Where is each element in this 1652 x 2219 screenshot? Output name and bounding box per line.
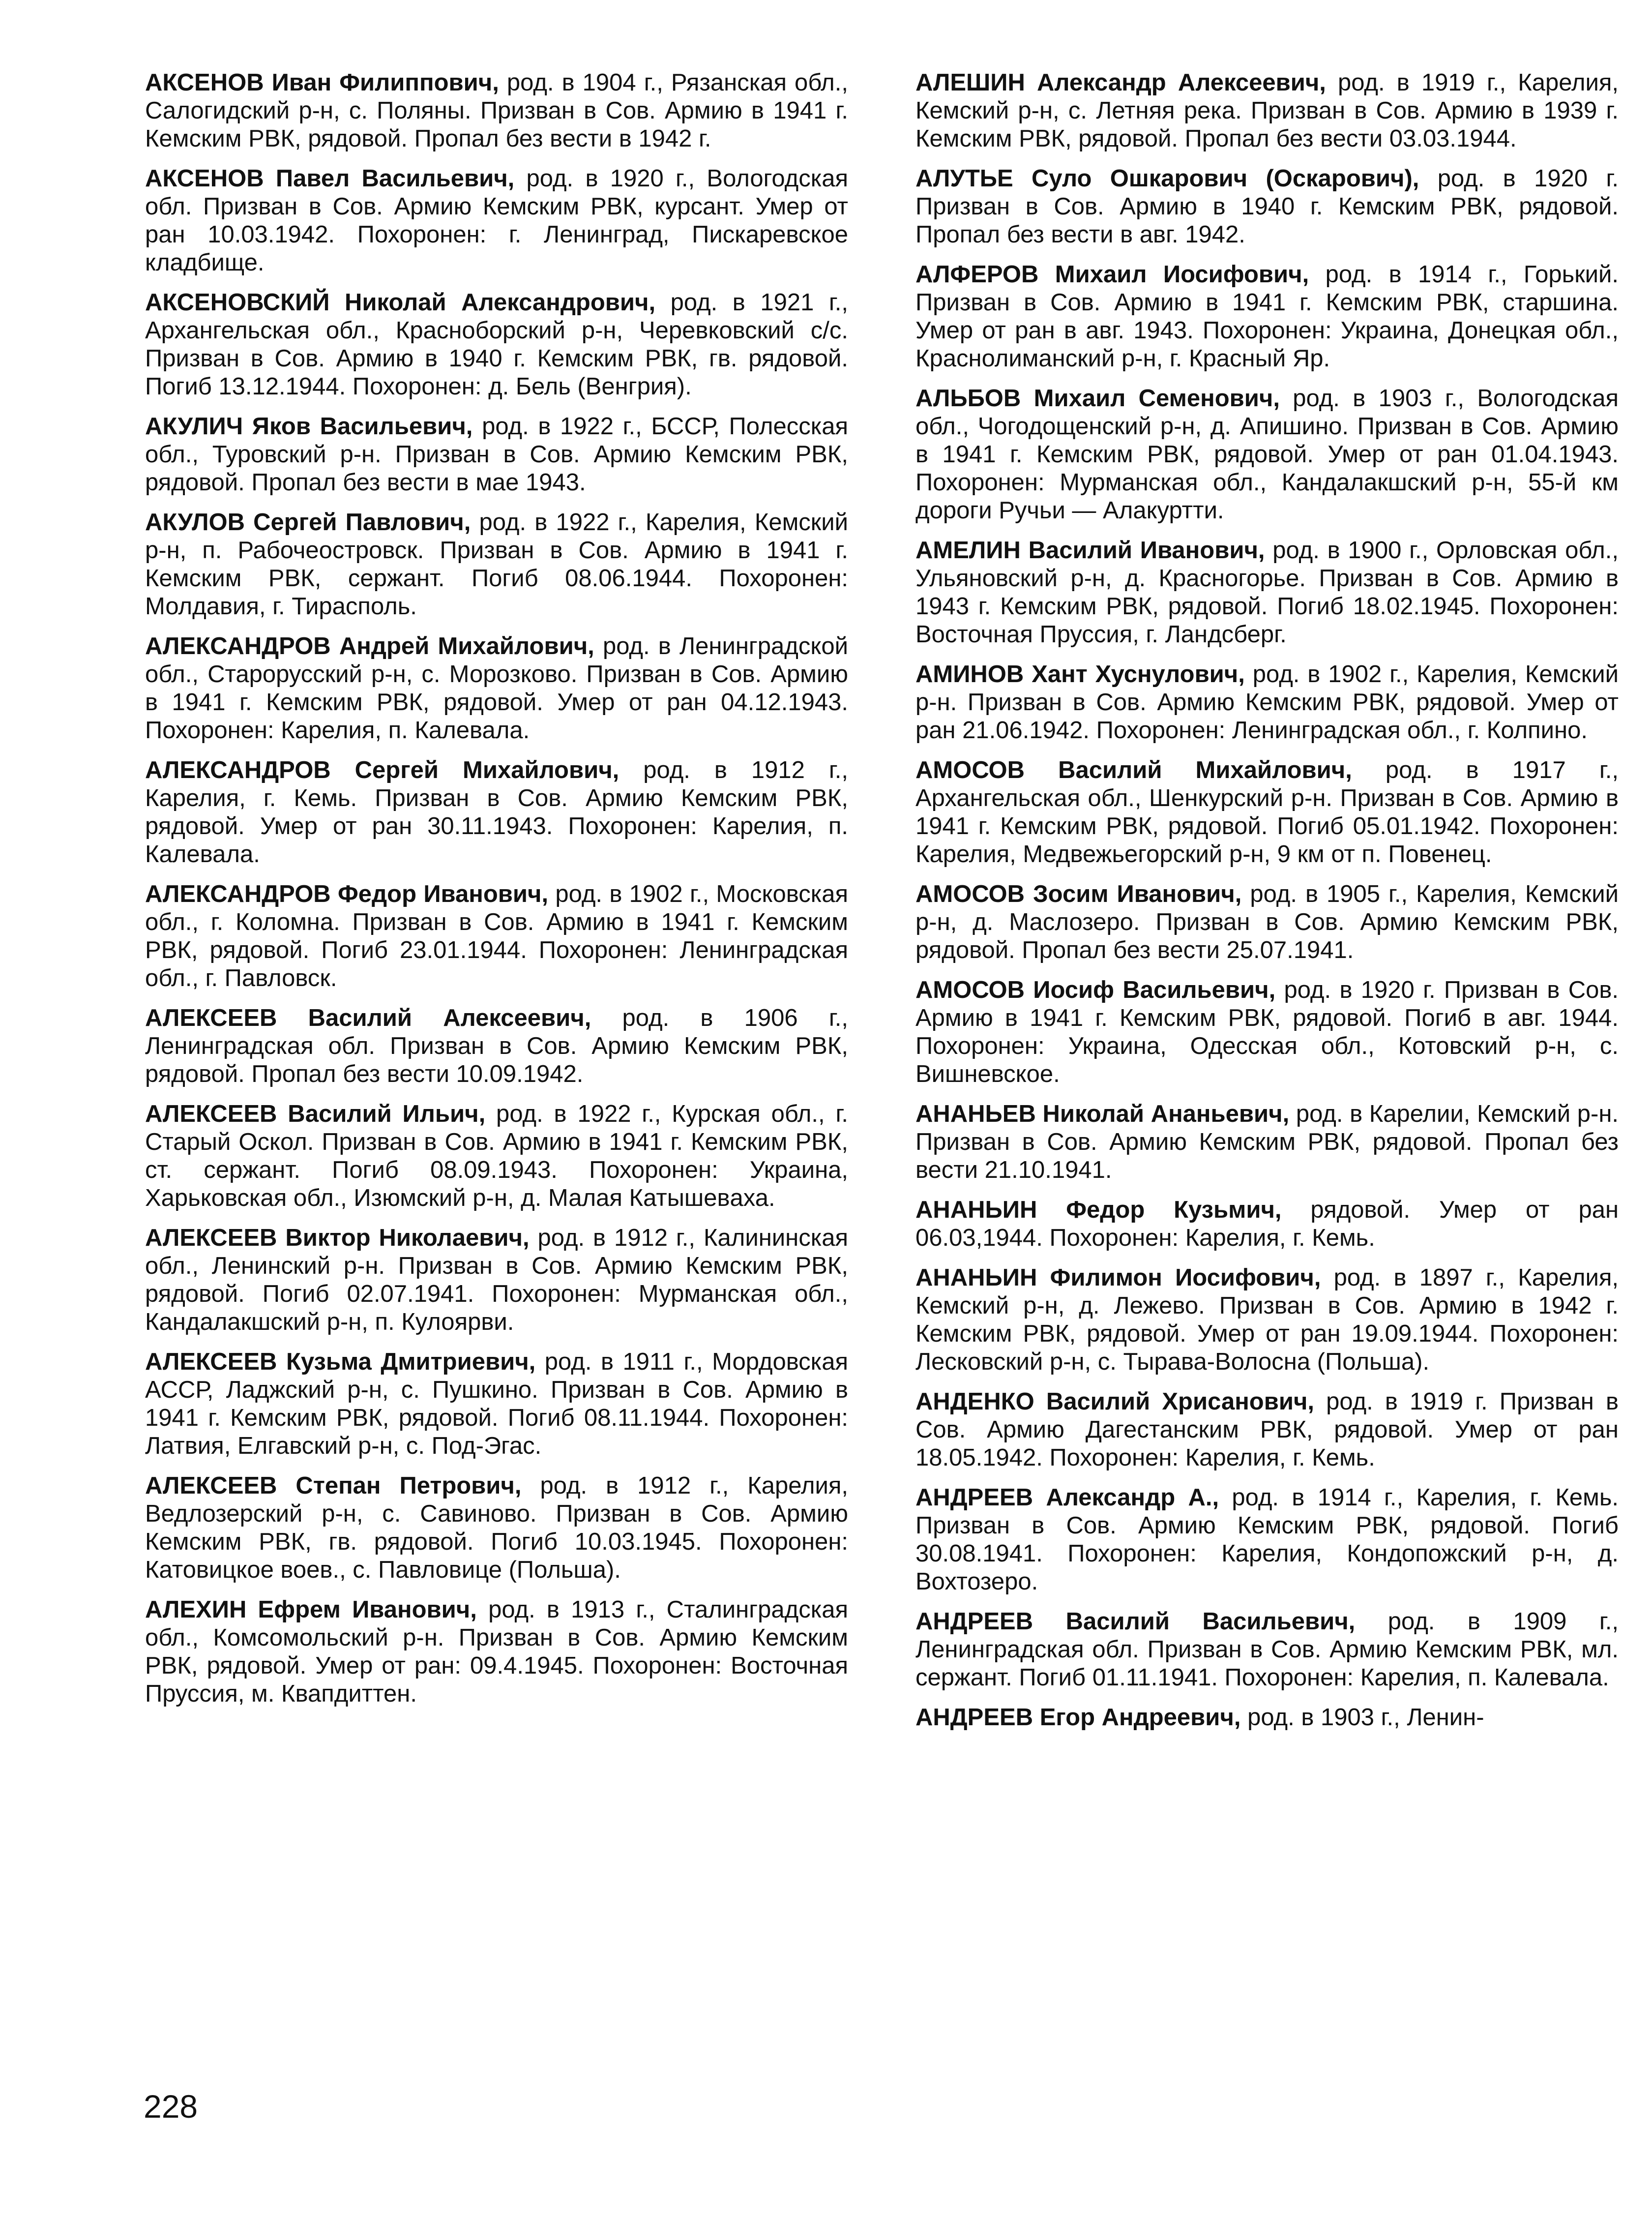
entry-name: АЛЕКСЕЕВ Кузьма Дмитриевич, [145, 1349, 536, 1375]
entry-text: род. в 1914 г., Горький. Призван в Сов. Армию в 1941 г. Кемским РВК, старшина. Умер от ран в авг. 1943. Похоронен: Украина, Донецкая обл., Краснолиманский р-н, г. Красный Яр. [915, 261, 1619, 372]
entry-text: род. в 1903 г., Ленин- [1240, 1704, 1484, 1731]
entry-name: АЛЕКСАНДРОВ Сергей Михайлович, [145, 757, 620, 783]
entry-name: АЛЕКСАНДРОВ Андрей Михайлович, [145, 633, 594, 660]
entry-text: род. в 1902 г., Московская обл., г. Коломна. Призван в Сов. Армию в 1941 г. Кемским РВК, рядовой. Погиб 23.01.1944. Похоронен: Ленинградская обл., г. Павловск. [145, 881, 848, 991]
left-column [145, 69, 848, 1720]
list-item [145, 1472, 848, 1584]
entry-text: род. в 1920 г., Вологодская обл. Призван в Сов. Армию Кемским РВК, курсант. Умер от ран 10.03.1942. Похоронен: г. Ленинград, Пискаревское кладбище. [145, 165, 848, 276]
entry-text: род. в 1906 г., Ленинградская обл. Призван в Сов. Армию Кемским РВК, рядовой. Пропал без вести 10.09.1942. [145, 1005, 848, 1087]
list-item [915, 1704, 1619, 1732]
entry-name: АМЕЛИН Василий Иванович, [915, 537, 1265, 564]
list-item [915, 660, 1619, 745]
entry-name: АЛУТЬЕ Суло Ошкарович (Оскарович), [915, 165, 1419, 192]
entry-name: АКСЕНОВ Павел Васильевич, [145, 165, 515, 192]
list-item [915, 1608, 1619, 1692]
entry-text: род. в 1922 г., Курская обл., г. Старый Оскол. Призван в Сов. Армию в 1941 г. Кемским РВК, ст. сержант. Погиб 08.09.1943. Похоронен: Украина, Харьковская обл., Изюмский р-н, д. Малая Катышевaха. [145, 1101, 848, 1211]
list-item [145, 1004, 848, 1088]
list-item [915, 165, 1619, 249]
entry-text: род. в 1912 г., Калининская обл., Ленинский р-н. Призван в Сов. Армию Кемским РВК, рядовой. Погиб 02.07.1941. Похоронен: Мурманская обл., Кандалакшский р-н, п. Кулоярви. [145, 1225, 848, 1335]
entry-text: род. в 1900 г., Орловская обл., Ульяновский р-н, д. Красногорье. Призван в Сов. Армию в 1943 г. Кемским РВК, рядовой. Погиб 18.02.1945. Похоронен: Восточная Пруссия, г. Ландсберг. [915, 537, 1619, 648]
entry-name: АЛЕКСАНДРОВ Федор Иванович, [145, 881, 549, 907]
entry-name: АЛЕКСЕЕВ Степан Петрович, [145, 1472, 522, 1499]
entry-name: АНДЕНКО Василий Хрисанович, [915, 1388, 1315, 1415]
entry-name: АЛЬБОВ Михаил Семенович, [915, 385, 1280, 412]
list-item [915, 976, 1619, 1088]
entry-text: род. в 1922 г., БССР, Полесская обл., Туровский р-н. Призван в Сов. Армию Кемским РВК, рядовой. Пропал без вести в мае 1943. [145, 413, 849, 496]
entry-text: род. в Карелии, Кемский р-н. Призван в Сов. Армию Кемским РВК, рядовой. Пропал без вести 21.10.1941. [915, 1101, 1619, 1183]
entry-name: АНДРЕЕВ Александр А., [915, 1484, 1219, 1511]
list-item [145, 632, 848, 745]
entry-name: АМОСОВ Василий Михайлович, [915, 757, 1352, 783]
entry-name: АМИНОВ Хант Хуснулович, [915, 661, 1245, 688]
entry-name: АЛЕКСЕЕВ Виктор Николаевич, [145, 1225, 530, 1251]
entry-name: АКСЕНОВ Иван Филиппович, [145, 69, 499, 96]
right-column [915, 69, 1619, 1743]
entry-name: АКУЛОВ Сергей Павлович, [145, 509, 471, 536]
list-item [915, 537, 1619, 649]
entry-name: АЛЕКСЕЕВ Василий Ильич, [145, 1101, 486, 1127]
list-item [145, 1100, 848, 1212]
entry-text: род. в 1913 г., Сталинградская обл., Комсомольский р-н. Призван в Сов. Армию Кемским РВК, рядовой. Умер от ран: 09.4.1945. Похоронен: Восточная Пруссия, м. Квапдиттен. [145, 1596, 848, 1707]
entry-text: род. в 1909 г., Ленинградская обл. Призван в Сов. Армию Кемским РВК, мл. сержант. Погиб 01.11.1941. Похоронен: Карелия, п. Калевала. [915, 1608, 1619, 1691]
entry-text: род. в 1912 г., Карелия, г. Кемь. Призван в Сов. Армию Кемским РВК, рядовой. Умер от ран 30.11.1943. Похоронен: Карелия, п. Калевала. [145, 757, 848, 868]
entry-text: рядовой. Умер от ран 06.03,1944. Похоронен: Карелия, г. Кемь. [915, 1197, 1619, 1251]
page-number: 228 [144, 2088, 198, 2125]
entry-name: АКСЕНОВСКИЙ Николай Александрович, [145, 289, 656, 316]
entry-name: АНДРЕЕВ Василий Васильевич, [915, 1608, 1356, 1635]
entry-text: род. в 1905 г., Карелия, Кемский р-н, д. Маслозеро. Призван в Сов. Армию Кемским РВК, рядовой. Пропал без вести 25.07.1941. [915, 881, 1619, 963]
list-item [145, 69, 848, 153]
list-item [145, 880, 848, 992]
list-item [145, 1224, 848, 1336]
list-item [145, 413, 848, 497]
entry-name: АНАНЬИН Филимон Иосифович, [915, 1264, 1321, 1291]
list-item [915, 1264, 1619, 1376]
entry-name: АМОСОВ Иосиф Васильевич, [915, 977, 1276, 1003]
entry-name: АЛЕХИН Ефрем Иванович, [145, 1596, 477, 1623]
list-item [915, 69, 1619, 153]
list-item [145, 165, 848, 277]
entry-text: род. в 1919 г., Карелия, Кемский р-н, с. Летняя река. Призван в Сов. Армию в 1939 г. Кемским РВК, рядовой. Пропал без вести 03.03.1944. [915, 69, 1619, 152]
entry-name: АЛФЕРОВ Михаил Иосифович, [915, 261, 1309, 288]
entry-name: АНДРЕЕВ Егор Андреевич, [915, 1704, 1241, 1731]
list-item [145, 1596, 848, 1708]
entry-text: род. в Ленинградской обл., Старорусский р-н, с. Морозково. Призван в Сов. Армию в 1941 г. Кемским РВК, рядовой. Умер от ран 04.12.1943. Похоронен: Карелия, п. Калевала. [145, 633, 848, 744]
list-item [145, 756, 848, 869]
entry-name: АЛЕШИН Александр Алексеевич, [915, 69, 1326, 96]
entry-name: АНАНЬИН Федор Кузьмич, [915, 1197, 1282, 1223]
entry-text: род. в 1920 г. Призван в Сов. Армию в 1941 г. Кемским РВК, рядовой. Погиб в авг. 1944. Похоронен: Украина, Одесская обл., Котовский р-н, с. Вишневское. [915, 977, 1619, 1087]
list-item [145, 1348, 848, 1460]
list-item [915, 1100, 1619, 1184]
list-item [915, 1388, 1619, 1472]
entry-text: род. в 1921 г., Архангельская обл., Красноборский р-н, Черевковский с/с. Призван в Сов. Армию в 1940 г. Кемским РВК, гв. рядовой. Погиб 13.12.1944. Похоронен: д. Бель (Венгрия). [145, 289, 848, 400]
entry-text: род. в 1917 г., Архангельская обл., Шенкурский р-н. Призван в Сов. Армию в 1941 г. Кемским РВК, рядовой. Погиб 05.01.1942. Похоронен: Карелия, Медвежьегорский р-н, 9 км от п. Повенец. [915, 757, 1619, 868]
list-item [145, 289, 848, 401]
entry-text: род. в 1897 г., Карелия, Кемский р-н, д. Лежево. Призван в Сов. Армию в 1942 г. Кемским РВК, рядовой. Умер от ран 19.09.1944. Похоронен: Лесковский р-н, с. Тырава-Волосна (Польша). [915, 1264, 1619, 1375]
list-item [915, 1196, 1619, 1252]
entry-text: род. в 1914 г., Карелия, г. Кемь. Призван в Сов. Армию Кемским РВК, рядовой. Погиб 30.08.1941. Похоронен: Карелия, Кондопожский р-н, д. Вохтозеро. [915, 1484, 1619, 1595]
list-item [915, 261, 1619, 373]
entry-name: АНАНЬЕВ Николай Ананьевич, [915, 1101, 1290, 1127]
entry-name: АКУЛИЧ Яков Васильевич, [145, 413, 473, 440]
entry-name: АЛЕКСЕЕВ Василий Алексеевич, [145, 1005, 591, 1031]
list-item [915, 385, 1619, 525]
entry-text: род. в 1902 г., Карелия, Кемский р-н. Призван в Сов. Армию Кемским РВК, рядовой. Умер от ран 21.06.1942. Похоронен: Ленинградская обл., г. Колпино. [915, 661, 1619, 744]
entry-text: род. в 1903 г., Вологодская обл., Чогодощенский р-н, д. Апишино. Призван в Сов. Армию в 1941 г. Кемским РВК, рядовой. Умер от ран 01.04.1943. Похоронен: Мурманская обл., Кандалакшский р-н, 55-й км дороги Ручьи — Алакуртти. [915, 385, 1619, 524]
list-item [145, 509, 848, 621]
entry-text: род. в 1920 г. Призван в Сов. Армию в 1940 г. Кемским РВК, рядовой. Пропал без вести в авг. 1942. [915, 165, 1619, 248]
list-item [915, 756, 1619, 869]
list-item [915, 880, 1619, 964]
entry-text: род. в 1904 г., Рязанская обл., Салогидский р-н, с. Поляны. Призван в Сов. Армию в 1941 г. Кемским РВК, рядовой. Пропал без вести в 1942 г. [145, 69, 848, 152]
list-item [915, 1484, 1619, 1596]
entry-name: АМОСОВ Зосим Иванович, [915, 881, 1242, 907]
entry-text: род. в 1911 г., Мордовская АССР, Ладжский р-н, с. Пушкино. Призван в Сов. Армию в 1941 г. Кемским РВК, рядовой. Погиб 08.11.1944. Похоронен: Латвия, Елгавский р-н, с. Под-Эгас. [145, 1349, 848, 1459]
entry-text: род. в 1922 г., Карелия, Кемский р-н, п. Рабочеостровск. Призван в Сов. Армию в 1941 г. Кемским РВК, сержант. Погиб 08.06.1944. Похоронен: Молдавия, г. Тирасполь. [145, 509, 848, 620]
entry-text: род. в 1919 г. Призван в Сов. Армию Дагестанским РВК, рядовой. Умер от ран 18.05.1942. Похоронен: Карелия, г. Кемь. [915, 1388, 1619, 1471]
entry-text: род. в 1912 г., Карелия, Ведлозерский р-н, с. Савиново. Призван в Сов. Армию Кемским РВК, гв. рядовой. Погиб 10.03.1945. Похоронен: Катовицкое воев., с. Павловице (Польша). [145, 1472, 849, 1583]
